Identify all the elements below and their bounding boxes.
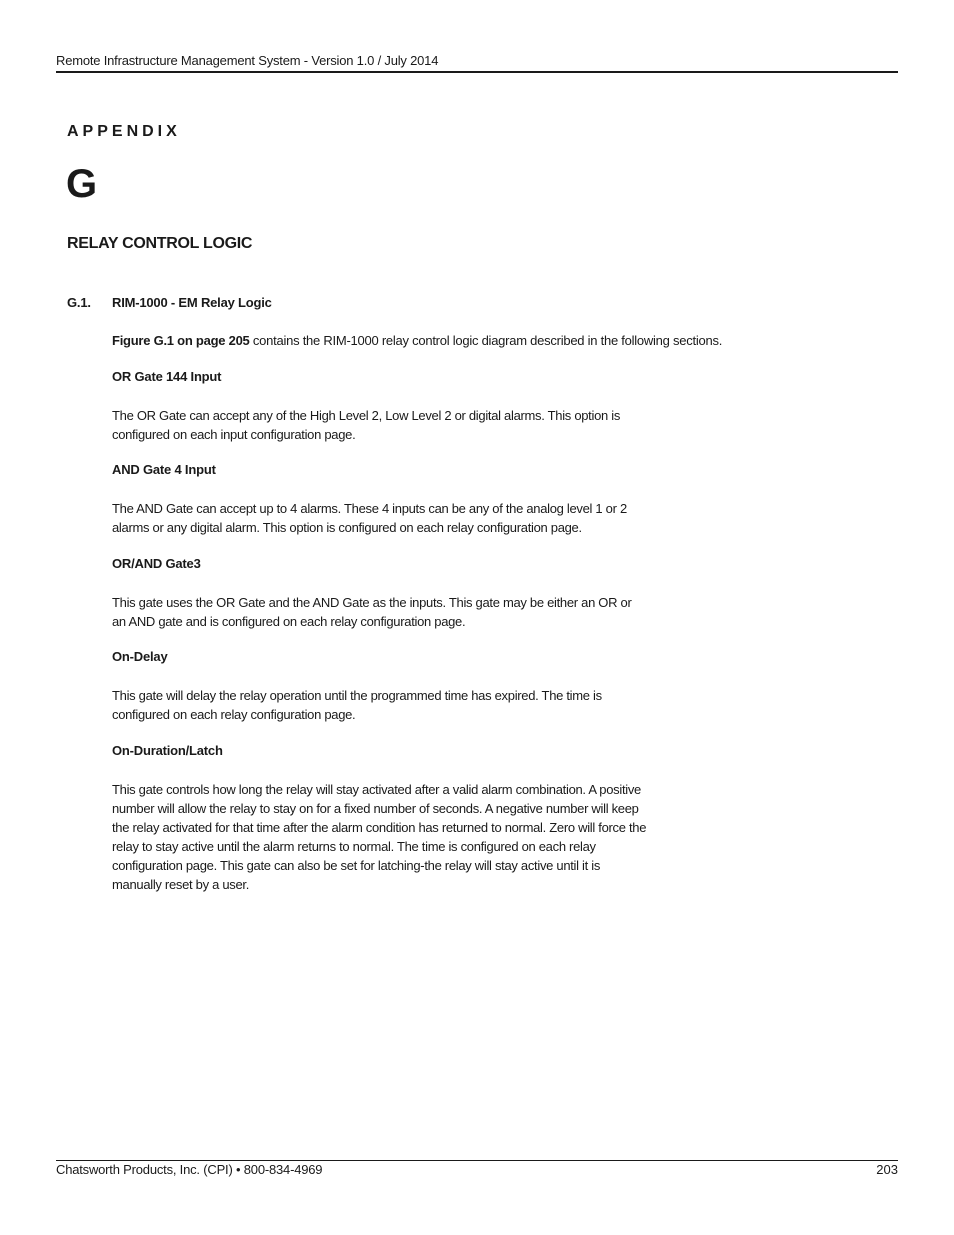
block-text-on-delay: This gate will delay the relay operation until the programmed time has expired. The time is configured on each relay configuration page.: [112, 688, 602, 722]
block-heading-or-gate: OR Gate 144 Input: [112, 369, 222, 384]
block-text-on-duration-latch: This gate controls how long the relay will stay activated after a valid alarm combination. A positive number will allow the relay to stay on for a fixed number of seconds. A negative number will keep the relay activated for that time after the alarm condition has returned to normal. Zero will force the relay to stay active until the alarm returns to normal. The time is configured on each relay configuration page. This gate can also be set for latching-the relay will stay active until it is manually reset by a user.: [112, 782, 647, 892]
figure-reference-link[interactable]: Figure G.1 on page 205: [112, 333, 250, 348]
subsection-number: G.1.: [67, 295, 91, 310]
subsection-title: RIM-1000 - EM Relay Logic: [112, 295, 272, 310]
block-text-or-and-gate: This gate uses the OR Gate and the AND Gate as the inputs. This gate may be either an OR or an AND gate and is configured on each relay configuration page.: [112, 595, 632, 629]
block-text-and-gate: The AND Gate can accept up to 4 alarms. These 4 inputs can be any of the analog level 1 or 2 alarms or any digital alarm. This option is configured on each relay configuration page.: [112, 501, 627, 535]
appendix-letter: G: [66, 162, 98, 206]
section-title: RELAY CONTROL LOGIC: [67, 235, 253, 252]
footer-divider: [56, 1160, 898, 1161]
footer-company: Chatsworth Products, Inc. (CPI) • 800-834-4969: [56, 1162, 323, 1177]
running-header: Remote Infrastructure Management System - Version 1.0 / July 2014: [56, 53, 439, 68]
appendix-label: APPENDIX: [67, 123, 181, 140]
header-divider: [56, 71, 898, 73]
block-heading-on-duration-latch: On-Duration/Latch: [112, 743, 223, 758]
block-text-or-gate: The OR Gate can accept any of the High Level 2, Low Level 2 or digital alarms. This option is configured on each input configuration page.: [112, 408, 621, 442]
block-heading-and-gate: AND Gate 4 Input: [112, 462, 216, 477]
block-heading-on-delay: On-Delay: [112, 649, 168, 664]
intro-text: contains the RIM-1000 relay control logic diagram described in the following sections.: [249, 333, 723, 348]
block-heading-or-and-gate: OR/AND Gate3: [112, 556, 201, 571]
subsection-heading: [67, 295, 272, 310]
page-number: 203: [876, 1162, 898, 1177]
intro-paragraph: [112, 331, 752, 350]
